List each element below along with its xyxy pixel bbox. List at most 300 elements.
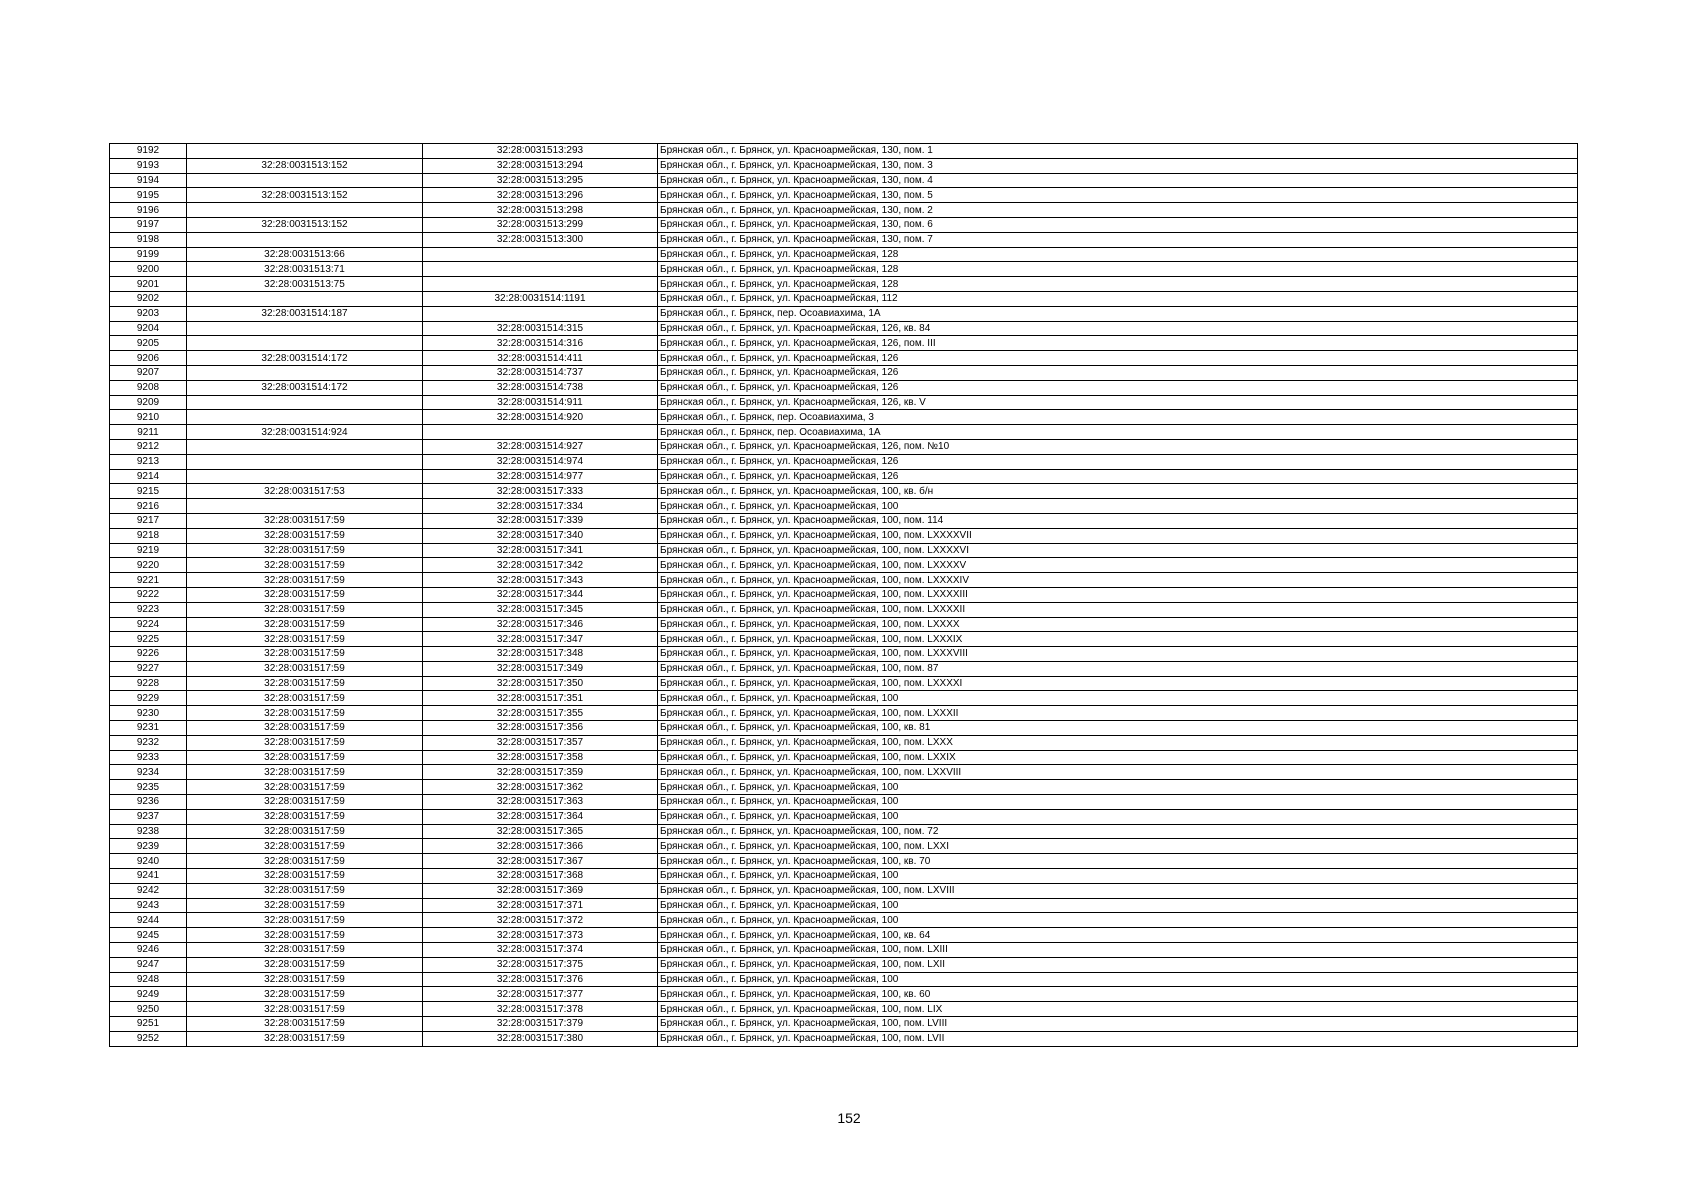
parent-cadastral-number-cell: 32:28:0031514:172 [187,351,423,366]
cadastral-number-cell: 32:28:0031517:358 [423,750,658,765]
table-row [110,395,1578,410]
row-number-cell: 9209 [110,395,187,410]
cadastral-number-cell: 32:28:0031517:355 [423,706,658,721]
row-number-cell: 9225 [110,632,187,647]
table-row [110,217,1578,232]
cadastral-number-cell: 32:28:0031517:339 [423,513,658,528]
row-number-cell: 9206 [110,351,187,366]
parent-cadastral-number-cell [187,321,423,336]
table-row [110,1031,1578,1046]
address-cell: Брянская обл., г. Брянск, ул. Красноармейская, 130, пом. 2 [658,203,1578,218]
table-row [110,410,1578,425]
cadastral-number-cell: 32:28:0031517:357 [423,735,658,750]
cadastral-number-cell: 32:28:0031517:333 [423,484,658,499]
address-cell: Брянская обл., г. Брянск, ул. Красноармейская, 100 [658,499,1578,514]
parent-cadastral-number-cell: 32:28:0031517:59 [187,1002,423,1017]
address-cell: Брянская обл., г. Брянск, ул. Красноармейская, 126 [658,454,1578,469]
cadastral-number-cell: 32:28:0031513:296 [423,188,658,203]
row-number-cell: 9211 [110,425,187,440]
row-number-cell: 9226 [110,647,187,662]
address-cell: Брянская обл., г. Брянск, ул. Красноармейская, 100, пом. LXXXVIII [658,647,1578,662]
cadastral-number-cell: 32:28:0031517:374 [423,943,658,958]
cadastral-number-cell: 32:28:0031517:347 [423,632,658,647]
cadastral-number-cell: 32:28:0031517:378 [423,1002,658,1017]
address-cell: Брянская обл., г. Брянск, ул. Красноармейская, 126, пом. III [658,336,1578,351]
row-number-cell: 9212 [110,439,187,454]
row-number-cell: 9216 [110,499,187,514]
cadastral-number-cell: 32:28:0031517:348 [423,647,658,662]
address-cell: Брянская обл., г. Брянск, ул. Красноармейская, 100 [658,795,1578,810]
table-row [110,469,1578,484]
table-row [110,735,1578,750]
row-number-cell: 9235 [110,780,187,795]
parent-cadastral-number-cell: 32:28:0031513:75 [187,277,423,292]
parent-cadastral-number-cell: 32:28:0031514:172 [187,380,423,395]
cadastral-number-cell: 32:28:0031514:911 [423,395,658,410]
address-cell: Брянская обл., г. Брянск, ул. Красноармейская, 100 [658,809,1578,824]
address-cell: Брянская обл., г. Брянск, ул. Красноармейская, 100 [658,898,1578,913]
cadastral-number-cell: 32:28:0031517:356 [423,721,658,736]
address-cell: Брянская обл., г. Брянск, ул. Красноармейская, 126, кв. V [658,395,1578,410]
address-cell: Брянская обл., г. Брянск, ул. Красноармейская, 128 [658,277,1578,292]
address-cell: Брянская обл., г. Брянск, ул. Красноармейская, 100, пом. LXXXXV [658,558,1578,573]
parent-cadastral-number-cell [187,365,423,380]
row-number-cell: 9245 [110,928,187,943]
parent-cadastral-number-cell: 32:28:0031517:59 [187,587,423,602]
parent-cadastral-number-cell [187,410,423,425]
cadastral-number-cell: 32:28:0031513:293 [423,144,658,159]
parent-cadastral-number-cell: 32:28:0031517:59 [187,735,423,750]
parent-cadastral-number-cell: 32:28:0031513:152 [187,188,423,203]
parent-cadastral-number-cell: 32:28:0031513:71 [187,262,423,277]
parent-cadastral-number-cell: 32:28:0031513:152 [187,217,423,232]
address-cell: Брянская обл., г. Брянск, ул. Красноармейская, 126, кв. 84 [658,321,1578,336]
parent-cadastral-number-cell: 32:28:0031513:152 [187,158,423,173]
parent-cadastral-number-cell: 32:28:0031517:59 [187,647,423,662]
parent-cadastral-number-cell: 32:28:0031517:59 [187,513,423,528]
cadastral-number-cell: 32:28:0031517:377 [423,987,658,1002]
address-cell: Брянская обл., г. Брянск, ул. Красноармейская, 100, пом. LXXI [658,839,1578,854]
table-row [110,454,1578,469]
row-number-cell: 9234 [110,765,187,780]
address-cell: Брянская обл., г. Брянск, ул. Красноармейская, 100, кв. 70 [658,854,1578,869]
row-number-cell: 9237 [110,809,187,824]
cadastral-number-cell: 32:28:0031517:380 [423,1031,658,1046]
address-cell: Брянская обл., г. Брянск, ул. Красноармейская, 100, пом. LXVIII [658,883,1578,898]
row-number-cell: 9217 [110,513,187,528]
cadastral-number-cell: 32:28:0031514:737 [423,365,658,380]
address-cell: Брянская обл., г. Брянск, ул. Красноармейская, 130, пом. 6 [658,217,1578,232]
address-cell: Брянская обл., г. Брянск, ул. Красноармейская, 100 [658,691,1578,706]
address-cell: Брянская обл., г. Брянск, ул. Красноармейская, 100, пом. LVII [658,1031,1578,1046]
parent-cadastral-number-cell: 32:28:0031517:59 [187,795,423,810]
parent-cadastral-number-cell [187,469,423,484]
address-cell: Брянская обл., г. Брянск, ул. Красноармейская, 100, кв. 60 [658,987,1578,1002]
row-number-cell: 9213 [110,454,187,469]
parent-cadastral-number-cell [187,144,423,159]
row-number-cell: 9242 [110,883,187,898]
table-row [110,765,1578,780]
address-cell: Брянская обл., г. Брянск, ул. Красноармейская, 100, пом. LXXXXI [658,676,1578,691]
parent-cadastral-number-cell: 32:28:0031517:59 [187,1031,423,1046]
parent-cadastral-number-cell: 32:28:0031517:59 [187,913,423,928]
row-number-cell: 9197 [110,217,187,232]
parent-cadastral-number-cell: 32:28:0031517:59 [187,528,423,543]
table-row [110,972,1578,987]
cadastral-number-cell: 32:28:0031514:316 [423,336,658,351]
parent-cadastral-number-cell: 32:28:0031517:59 [187,573,423,588]
table-row [110,721,1578,736]
table-row [110,425,1578,440]
cadastral-number-cell: 32:28:0031517:344 [423,587,658,602]
address-cell: Брянская обл., г. Брянск, ул. Красноармейская, 130, пом. 4 [658,173,1578,188]
parent-cadastral-number-cell: 32:28:0031517:59 [187,854,423,869]
row-number-cell: 9207 [110,365,187,380]
address-cell: Брянская обл., г. Брянск, ул. Красноармейская, 100, пом. LXXX [658,735,1578,750]
table-row [110,587,1578,602]
table-row [110,928,1578,943]
table-row [110,232,1578,247]
row-number-cell: 9229 [110,691,187,706]
row-number-cell: 9233 [110,750,187,765]
address-cell: Брянская обл., г. Брянск, ул. Красноармейская, 128 [658,247,1578,262]
parent-cadastral-number-cell: 32:28:0031517:59 [187,928,423,943]
row-number-cell: 9241 [110,869,187,884]
table-row [110,158,1578,173]
row-number-cell: 9228 [110,676,187,691]
table-row [110,839,1578,854]
cadastral-number-cell: 32:28:0031517:371 [423,898,658,913]
table-row [110,750,1578,765]
parent-cadastral-number-cell: 32:28:0031517:59 [187,750,423,765]
table-row [110,706,1578,721]
cadastral-number-cell: 32:28:0031517:376 [423,972,658,987]
parent-cadastral-number-cell: 32:28:0031517:59 [187,987,423,1002]
table-row [110,528,1578,543]
parent-cadastral-number-cell: 32:28:0031517:59 [187,839,423,854]
table-row [110,365,1578,380]
row-number-cell: 9221 [110,573,187,588]
row-number-cell: 9220 [110,558,187,573]
cadastral-number-cell: 32:28:0031517:345 [423,602,658,617]
table-row [110,336,1578,351]
cadastral-number-cell: 32:28:0031514:977 [423,469,658,484]
cadastral-number-cell: 32:28:0031513:294 [423,158,658,173]
address-cell: Брянская обл., г. Брянск, ул. Красноармейская, 100, пом. LVIII [658,1017,1578,1032]
cadastral-number-cell: 32:28:0031517:342 [423,558,658,573]
cadastral-number-cell: 32:28:0031517:340 [423,528,658,543]
parent-cadastral-number-cell: 32:28:0031517:59 [187,602,423,617]
row-number-cell: 9251 [110,1017,187,1032]
cadastral-number-cell: 32:28:0031514:920 [423,410,658,425]
cadastral-number-cell: 32:28:0031517:365 [423,824,658,839]
parent-cadastral-number-cell: 32:28:0031517:59 [187,765,423,780]
row-number-cell: 9202 [110,291,187,306]
address-cell: Брянская обл., г. Брянск, ул. Красноармейская, 100, кв. б/н [658,484,1578,499]
parent-cadastral-number-cell: 32:28:0031517:59 [187,957,423,972]
address-cell: Брянская обл., г. Брянск, ул. Красноармейская, 100, пом. LXIII [658,943,1578,958]
table-row [110,144,1578,159]
row-number-cell: 9224 [110,617,187,632]
cadastral-number-cell: 32:28:0031514:974 [423,454,658,469]
row-number-cell: 9250 [110,1002,187,1017]
cadastral-number-cell: 32:28:0031517:341 [423,543,658,558]
address-cell: Брянская обл., г. Брянск, ул. Красноармейская, 100, пом. 72 [658,824,1578,839]
address-cell: Брянская обл., г. Брянск, пер. Осоавиахима, 1А [658,425,1578,440]
table-row [110,247,1578,262]
row-number-cell: 9223 [110,602,187,617]
row-number-cell: 9198 [110,232,187,247]
cadastral-number-cell: 32:28:0031517:359 [423,765,658,780]
address-cell: Брянская обл., г. Брянск, ул. Красноармейская, 100, пом. LXII [658,957,1578,972]
row-number-cell: 9246 [110,943,187,958]
row-number-cell: 9205 [110,336,187,351]
row-number-cell: 9210 [110,410,187,425]
address-cell: Брянская обл., г. Брянск, ул. Красноармейская, 126 [658,380,1578,395]
address-cell: Брянская обл., г. Брянск, ул. Красноармейская, 100, кв. 64 [658,928,1578,943]
table-row [110,188,1578,203]
table-row [110,499,1578,514]
table-row [110,691,1578,706]
table-row [110,573,1578,588]
parent-cadastral-number-cell: 32:28:0031517:59 [187,869,423,884]
address-cell: Брянская обл., г. Брянск, ул. Красноармейская, 100 [658,780,1578,795]
cadastral-number-cell: 32:28:0031517:369 [423,883,658,898]
address-cell: Брянская обл., г. Брянск, ул. Красноармейская, 100, пом. LXXXXVI [658,543,1578,558]
parent-cadastral-number-cell [187,291,423,306]
cadastral-number-cell: 32:28:0031514:1191 [423,291,658,306]
row-number-cell: 9252 [110,1031,187,1046]
row-number-cell: 9239 [110,839,187,854]
row-number-cell: 9194 [110,173,187,188]
parent-cadastral-number-cell [187,499,423,514]
parent-cadastral-number-cell: 32:28:0031517:59 [187,558,423,573]
parent-cadastral-number-cell: 32:28:0031517:59 [187,721,423,736]
table-row [110,869,1578,884]
table-row [110,780,1578,795]
table-row [110,558,1578,573]
row-number-cell: 9248 [110,972,187,987]
address-cell: Брянская обл., г. Брянск, ул. Красноармейская, 100 [658,913,1578,928]
cadastral-number-cell: 32:28:0031514:738 [423,380,658,395]
row-number-cell: 9199 [110,247,187,262]
table-row [110,439,1578,454]
cadastral-number-cell [423,306,658,321]
row-number-cell: 9238 [110,824,187,839]
parent-cadastral-number-cell: 32:28:0031514:924 [187,425,423,440]
table-row [110,1017,1578,1032]
parent-cadastral-number-cell: 32:28:0031517:59 [187,676,423,691]
address-cell: Брянская обл., г. Брянск, пер. Осоавиахима, 3 [658,410,1578,425]
cadastral-number-cell: 32:28:0031517:363 [423,795,658,810]
row-number-cell: 9240 [110,854,187,869]
parent-cadastral-number-cell: 32:28:0031517:59 [187,617,423,632]
cadastral-number-cell: 32:28:0031517:346 [423,617,658,632]
table-row [110,617,1578,632]
cadastral-number-cell [423,425,658,440]
table-row [110,676,1578,691]
table-row [110,306,1578,321]
row-number-cell: 9195 [110,188,187,203]
registry-table [109,143,1578,1047]
cadastral-number-cell: 32:28:0031514:315 [423,321,658,336]
cadastral-number-cell: 32:28:0031517:372 [423,913,658,928]
cadastral-number-cell: 32:28:0031517:349 [423,661,658,676]
row-number-cell: 9200 [110,262,187,277]
cadastral-number-cell: 32:28:0031517:334 [423,499,658,514]
cadastral-number-cell: 32:28:0031517:375 [423,957,658,972]
table-row [110,957,1578,972]
registry-table-body [110,144,1578,1047]
parent-cadastral-number-cell: 32:28:0031513:66 [187,247,423,262]
cadastral-number-cell [423,262,658,277]
table-row [110,913,1578,928]
row-number-cell: 9244 [110,913,187,928]
row-number-cell: 9204 [110,321,187,336]
row-number-cell: 9203 [110,306,187,321]
address-cell: Брянская обл., г. Брянск, ул. Красноармейская, 128 [658,262,1578,277]
row-number-cell: 9222 [110,587,187,602]
address-cell: Брянская обл., г. Брянск, ул. Красноармейская, 126 [658,469,1578,484]
cadastral-number-cell: 32:28:0031517:362 [423,780,658,795]
cadastral-number-cell: 32:28:0031517:368 [423,869,658,884]
parent-cadastral-number-cell: 32:28:0031517:59 [187,972,423,987]
table-row [110,883,1578,898]
row-number-cell: 9196 [110,203,187,218]
parent-cadastral-number-cell: 32:28:0031517:59 [187,543,423,558]
row-number-cell: 9232 [110,735,187,750]
table-row [110,1002,1578,1017]
address-cell: Брянская обл., г. Брянск, ул. Красноармейская, 100, пом. LXXXXIV [658,573,1578,588]
parent-cadastral-number-cell: 32:28:0031517:59 [187,898,423,913]
table-row [110,291,1578,306]
address-cell: Брянская обл., г. Брянск, ул. Красноармейская, 100, пом. 87 [658,661,1578,676]
row-number-cell: 9249 [110,987,187,1002]
parent-cadastral-number-cell: 32:28:0031517:59 [187,824,423,839]
cadastral-number-cell: 32:28:0031517:379 [423,1017,658,1032]
cadastral-number-cell: 32:28:0031513:298 [423,203,658,218]
cadastral-number-cell: 32:28:0031517:364 [423,809,658,824]
parent-cadastral-number-cell [187,232,423,247]
parent-cadastral-number-cell: 32:28:0031517:59 [187,780,423,795]
cadastral-number-cell: 32:28:0031517:343 [423,573,658,588]
table-row [110,809,1578,824]
cadastral-number-cell: 32:28:0031517:366 [423,839,658,854]
row-number-cell: 9193 [110,158,187,173]
table-row [110,380,1578,395]
row-number-cell: 9227 [110,661,187,676]
address-cell: Брянская обл., г. Брянск, ул. Красноармейская, 100, пом. LIX [658,1002,1578,1017]
address-cell: Брянская обл., г. Брянск, ул. Красноармейская, 100, пом. LXXXX [658,617,1578,632]
table-row [110,513,1578,528]
table-row [110,943,1578,958]
address-cell: Брянская обл., г. Брянск, ул. Красноармейская, 130, пом. 3 [658,158,1578,173]
cadastral-number-cell: 32:28:0031513:295 [423,173,658,188]
parent-cadastral-number-cell: 32:28:0031517:59 [187,691,423,706]
table-row [110,262,1578,277]
address-cell: Брянская обл., г. Брянск, ул. Красноармейская, 100, пом. LXXXIX [658,632,1578,647]
table-row [110,173,1578,188]
parent-cadastral-number-cell: 32:28:0031517:59 [187,883,423,898]
row-number-cell: 9214 [110,469,187,484]
cadastral-number-cell: 32:28:0031514:411 [423,351,658,366]
row-number-cell: 9192 [110,144,187,159]
address-cell: Брянская обл., г. Брянск, ул. Красноармейская, 100, пом. 114 [658,513,1578,528]
page-number: 152 [837,1110,861,1126]
address-cell: Брянская обл., г. Брянск, ул. Красноармейская, 126 [658,365,1578,380]
address-cell: Брянская обл., г. Брянск, ул. Красноармейская, 130, пом. 5 [658,188,1578,203]
table-row [110,824,1578,839]
row-number-cell: 9219 [110,543,187,558]
row-number-cell: 9208 [110,380,187,395]
address-cell: Брянская обл., г. Брянск, ул. Красноармейская, 100, пом. LXXXXVII [658,528,1578,543]
row-number-cell: 9231 [110,721,187,736]
table-row [110,854,1578,869]
cadastral-number-cell: 32:28:0031513:300 [423,232,658,247]
address-cell: Брянская обл., г. Брянск, ул. Красноармейская, 100, пом. LXXXXIII [658,587,1578,602]
address-cell: Брянская обл., г. Брянск, ул. Красноармейская, 126, пом. №10 [658,439,1578,454]
parent-cadastral-number-cell [187,173,423,188]
parent-cadastral-number-cell [187,336,423,351]
address-cell: Брянская обл., г. Брянск, ул. Красноармейская, 100, пом. LXXXII [658,706,1578,721]
parent-cadastral-number-cell: 32:28:0031517:59 [187,943,423,958]
cadastral-number-cell: 32:28:0031517:367 [423,854,658,869]
parent-cadastral-number-cell [187,439,423,454]
address-cell: Брянская обл., г. Брянск, ул. Красноармейская, 100, кв. 81 [658,721,1578,736]
table-row [110,632,1578,647]
row-number-cell: 9243 [110,898,187,913]
parent-cadastral-number-cell: 32:28:0031517:53 [187,484,423,499]
cadastral-number-cell [423,277,658,292]
cadastral-number-cell: 32:28:0031514:927 [423,439,658,454]
table-row [110,795,1578,810]
address-cell: Брянская обл., г. Брянск, ул. Красноармейская, 100 [658,972,1578,987]
parent-cadastral-number-cell: 32:28:0031517:59 [187,632,423,647]
table-row [110,484,1578,499]
table-row [110,543,1578,558]
table-row [110,203,1578,218]
cadastral-number-cell [423,247,658,262]
address-cell: Брянская обл., г. Брянск, ул. Красноармейская, 112 [658,291,1578,306]
address-cell: Брянская обл., г. Брянск, ул. Красноармейская, 100, пом. LXXIX [658,750,1578,765]
table-row [110,898,1578,913]
address-cell: Брянская обл., г. Брянск, ул. Красноармейская, 130, пом. 1 [658,144,1578,159]
address-cell: Брянская обл., г. Брянск, ул. Красноармейская, 126 [658,351,1578,366]
parent-cadastral-number-cell [187,454,423,469]
cadastral-number-cell: 32:28:0031513:299 [423,217,658,232]
address-cell: Брянская обл., г. Брянск, ул. Красноармейская, 100 [658,869,1578,884]
address-cell: Брянская обл., г. Брянск, ул. Красноармейская, 130, пом. 7 [658,232,1578,247]
table-row [110,277,1578,292]
parent-cadastral-number-cell: 32:28:0031514:187 [187,306,423,321]
row-number-cell: 9247 [110,957,187,972]
row-number-cell: 9218 [110,528,187,543]
address-cell: Брянская обл., г. Брянск, ул. Красноармейская, 100, пом. LXXVIII [658,765,1578,780]
parent-cadastral-number-cell: 32:28:0031517:59 [187,706,423,721]
row-number-cell: 9230 [110,706,187,721]
cadastral-number-cell: 32:28:0031517:351 [423,691,658,706]
parent-cadastral-number-cell [187,203,423,218]
row-number-cell: 9236 [110,795,187,810]
table-row [110,647,1578,662]
address-cell: Брянская обл., г. Брянск, пер. Осоавиахима, 1А [658,306,1578,321]
parent-cadastral-number-cell: 32:28:0031517:59 [187,661,423,676]
cadastral-number-cell: 32:28:0031517:373 [423,928,658,943]
table-row [110,661,1578,676]
table-row [110,602,1578,617]
address-cell: Брянская обл., г. Брянск, ул. Красноармейская, 100, пом. LXXXXII [658,602,1578,617]
parent-cadastral-number-cell: 32:28:0031517:59 [187,1017,423,1032]
